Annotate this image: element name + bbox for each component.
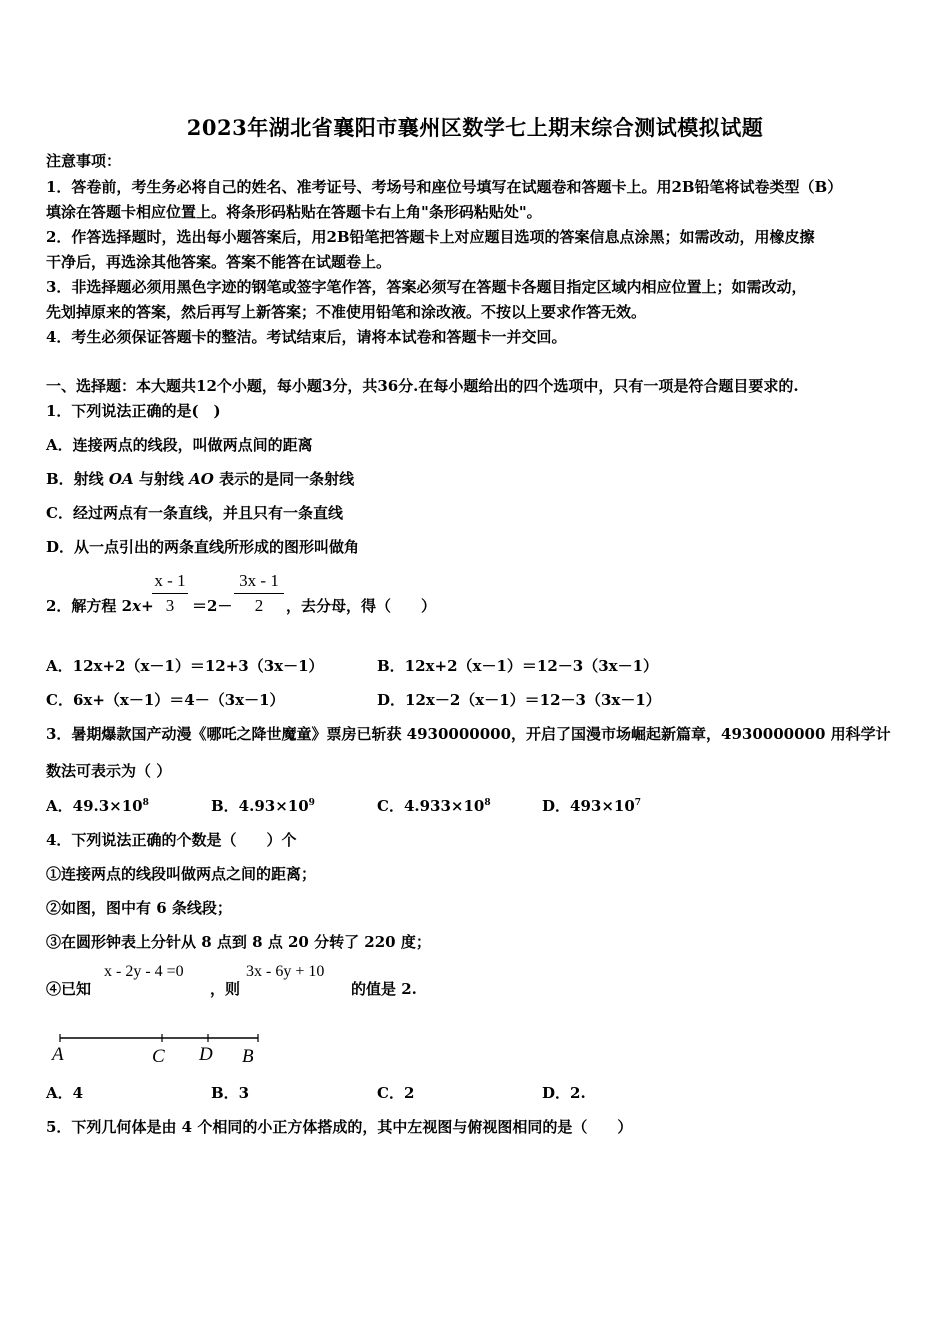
notice-line: 填涂在答题卡相应位置上。将条形码粘贴在答题卡右上角"条形码粘贴处"。 [46,203,542,221]
question-1-stem: 1．下列说法正确的是( ) [46,402,221,420]
q3-option-d-exponent: 7 [634,798,642,808]
q3-option-d [542,796,641,816]
point-label-c: C [152,1046,165,1067]
q2-prefix: 2．解方程 2 [46,597,133,615]
q2-plus: + [141,597,154,615]
question-3-stem-line-2: 数法可表示为（ ） [46,762,172,780]
notice-line: 3．非选择题必须用黑色字迹的钢笔或签字笔作答，答案必须写在答题卡各题目指定区域内相应位置上；如需改动， [46,278,807,296]
notice-line: 1．答卷前，考生务必将自己的姓名、准考证号、考场号和座位号填写在试题卷和答题卡上。用2B铅笔将试卷类型（B） [46,178,843,196]
question-5-stem: 5．下列几何体是由 4 个相同的小正方体搭成的，其中左视图与俯视图相同的是（ ） [46,1118,633,1136]
notice-line: 干净后，再选涂其他答案。答案不能答在试题卷上。 [46,253,392,271]
q2-variable: x [132,597,142,615]
q2-equals: ＝2－ [192,597,233,615]
fraction-1-denominator: 3 [165,596,175,615]
q4-statement-3: ③在圆形钟表上分针从 8 点到 8 点 20 分转了 220 度； [46,933,431,951]
ray-ao: AO [189,470,214,488]
q1-option-b-mid: 与射线 [138,470,184,488]
question-4-stem: 4．下列说法正确的个数是（ ）个 [46,831,297,849]
q2-option-a: A．12x+2（x－1）＝12+3（3x－1） [46,657,324,675]
notice-heading: 注意事项： [46,152,122,170]
page-title: 2023年湖北省襄阳市襄州区数学七上期末综合测试模拟试题 [186,115,764,140]
notice-line: 2．作答选择题时，选出每小题答案后，用2B铅笔把答题卡上对应题目选项的答案信息点涂黑；如需改动，用橡皮擦 [46,228,815,246]
q2-suffix: ，去分母，得（ ） [286,597,437,615]
fraction-2-numerator: 3x - 1 [239,571,279,590]
question-3-stem-line-1: 3．暑期爆款国产动漫《哪吒之降世魔童》票房已斩获 4930000000，开启了国漫市场崛起新篇章，4930000000 用科学计 [46,725,891,743]
fraction-1-numerator: x - 1 [154,571,186,590]
point-label-d: D [199,1044,213,1065]
q3-option-b [211,796,315,816]
q3-option-d-text: D．493×10 [542,797,635,815]
q3-option-a-exponent: 8 [142,798,149,808]
point-label-a: A [52,1044,64,1065]
q4-equation-1: x - 2y - 4 =0 [104,963,184,980]
q4-statement-4-mid: ，则 [210,980,241,998]
q3-option-b-exponent: 9 [308,798,315,808]
q4-expression: 3x - 6y + 10 [246,963,325,980]
point-label-b: B [242,1046,254,1067]
q4-option-d: D．2. [542,1084,586,1102]
q1-option-c: C．经过两点有一条直线，并且只有一条直线 [46,504,343,522]
q1-option-b-suffix: 表示的是同一条射线 [219,470,355,488]
q4-statement-4-suffix: 的值是 2. [351,980,417,998]
q1-option-a: A．连接两点的线段，叫做两点间的距离 [46,436,313,454]
fraction-1 [152,571,188,616]
q4-option-c: C．2 [377,1084,415,1102]
question-2-stem [46,596,154,616]
fraction-2 [234,571,284,616]
line-segment-figure [40,1030,280,1070]
q3-option-b-text: B．4.93×10 [211,797,309,815]
q1-option-d: D．从一点引出的两条直线所形成的图形叫做角 [46,538,360,556]
q3-option-c-text: C．4.933×10 [377,797,485,815]
notice-line: 4．考生必须保证答题卡的整洁。考试结束后，请将本试卷和答题卡一并交回。 [46,328,567,346]
notice-line: 先划掉原来的答案，然后再写上新答案；不准使用铅笔和涂改液。不按以上要求作答无效。 [46,303,647,321]
section-heading: 一、选择题：本大题共12个小题，每小题3分，共36分.在每小题给出的四个选项中，只有一项是符合题目要求的. [46,377,799,395]
q3-option-c [377,796,491,816]
q2-option-d: D．12x－2（x－1）＝12－3（3x－1） [377,691,661,709]
q3-option-c-exponent: 8 [484,798,491,808]
q3-option-a [46,796,149,816]
q1-option-b [46,469,354,489]
q1-option-b-prefix: B．射线 [46,470,104,488]
ray-oa: OA [108,470,134,488]
q2-option-b: B．12x+2（x－1）＝12－3（3x－1） [377,657,659,675]
q4-statement-1: ①连接两点的线段叫做两点之间的距离； [46,865,317,883]
fraction-2-denominator: 2 [254,596,264,615]
q4-option-a: A．4 [46,1084,84,1102]
q2-option-c: C．6x+（x－1）＝4－（3x－1） [46,691,285,709]
q3-option-a-text: A．49.3×10 [46,797,143,815]
q4-statement-2: ②如图，图中有 6 条线段； [46,899,232,917]
q4-statement-4-prefix: ④已知 [46,980,92,998]
q4-option-b: B．3 [211,1084,250,1102]
